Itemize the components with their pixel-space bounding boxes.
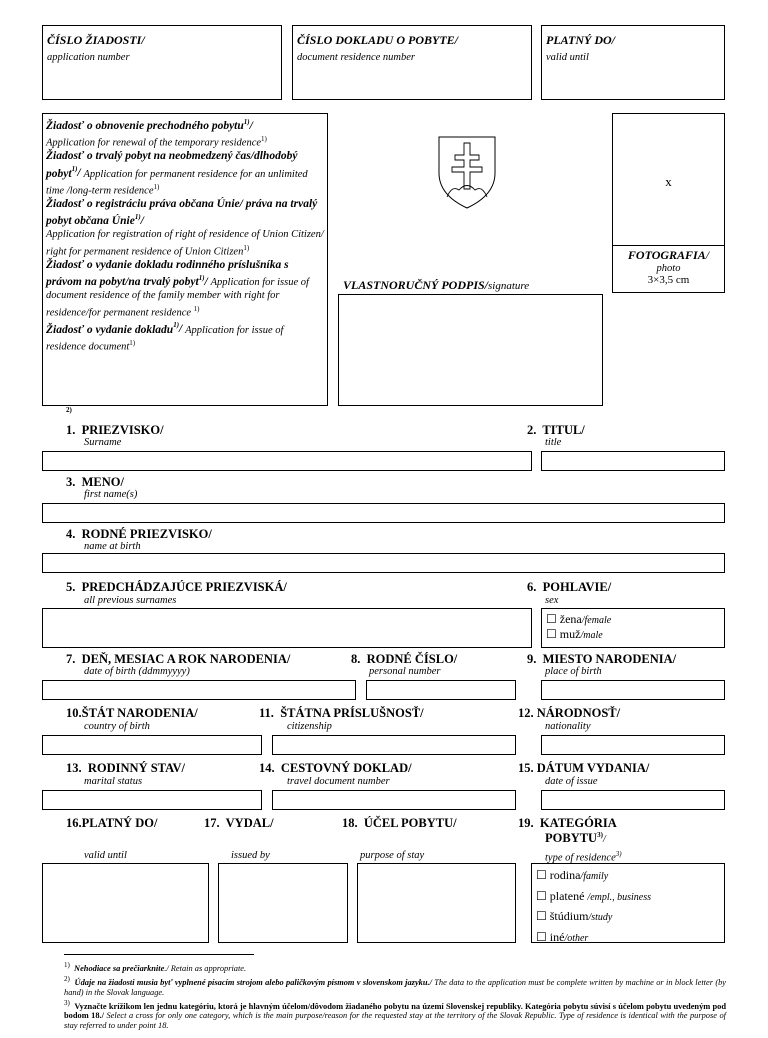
checkbox-icon[interactable]: ☐ [536,909,547,923]
signature-label: VLASTNORUČNÝ PODPIS/signature [343,278,530,292]
application-type-residence-document[interactable]: Žiadosť o vydanie dokladu$^{1)}$/ Application for issue of residence document$^{1)}$ [46,321,284,353]
field-11-label: 11. ŠTÁTNA PRÍSLUŠNOSŤ/ [259,706,424,720]
application-number-subtitle: application number [47,52,130,63]
field-4-label: 4. RODNÉ PRIEZVISKO/ [66,527,212,541]
field-9-sublabel: place of birth [545,666,602,677]
field-2-label: 2. TITUL/ [527,423,585,437]
field-2-sublabel: title [545,437,562,448]
application-number-title: ČÍSLO ŽIADOSTI/ [47,33,145,47]
checkbox-icon[interactable]: ☐ [546,612,557,626]
photo-subtitle: photo [656,263,681,274]
field-4-sublabel: name at birth [84,541,141,552]
valid-until-input[interactable] [42,863,209,943]
field-11-sublabel: citizenship [287,721,332,732]
residence-option-family[interactable]: ☐ rodina/family [536,868,609,882]
footnotes [64,960,726,1031]
application-type-family-member[interactable]: Žiadosť o vydanie dokladu rodinného príslušníka s právom na pobyt/na trvalý pobyt$^{1)}$/ Application for issue of document residence of the family member with right for residence/for permanent residence $^{1)}$ [46,258,309,319]
footnote-marker-2: 2) [66,406,72,414]
field-3-sublabel: first name(s) [84,489,138,500]
application-type-permanent[interactable]: Žiadosť o trvalý pobyt na neobmedzený čas/dlhodobý pobyt$^{1)}$/ Application for permanent residence for an unlimited time /long-term residence$^{1)}$ [46,150,308,197]
field-15-label: 15. DÁTUM VYDANIA/ [518,761,650,775]
valid-until-box[interactable] [541,25,725,100]
application-type-union-citizen[interactable]: Žiadosť o registráciu práva občana Únie/ práva na trvalý pobyt občana Únie$^{1)}$/ Application for registration of right of residence of Union Citizen/ right for permanent residence of Union Citizen$^{1)}$ [46,197,324,258]
field-17-sublabel: issued by [231,850,270,861]
field-5-sublabel: all previous surnames [84,595,177,606]
issued-by-input[interactable] [218,863,348,943]
field-10-sublabel: country of birth [84,721,150,732]
sex-option-male[interactable]: ☐ muž/male [546,627,603,641]
field-13-label: 13. RODINNÝ STAV/ [66,761,186,775]
field-8-sublabel: personal number [369,666,441,677]
sex-box [541,608,725,648]
purpose-of-stay-input[interactable] [357,863,516,943]
signature-box[interactable] [338,294,603,406]
footnote-3: $^{3)}$ Vyznačte krížikom len jednu kategóriu, ktorá je hlavným účelom/dôvodom žiadaného pobytu na území Slovenskej republiky. Kategória pobytu súvisí s účelom pobytu uvedeným pod bodom 18./ Select a cross for only one category, which is the main purpose/reason for the requested stay at the territory of the Slovak Republic. Type of residence is identical with the purpose of stay referred to under point 18. [64,998,727,1031]
country-of-birth-input[interactable] [42,735,262,755]
name-at-birth-input[interactable] [42,553,725,573]
photo-placeholder-mark: x [665,174,672,189]
residence-type-box [531,863,725,943]
marital-status-input[interactable] [42,790,262,810]
nationality-input[interactable] [541,735,725,755]
field-18-sublabel: purpose of stay [360,850,425,861]
date-of-issue-input[interactable] [541,790,725,810]
field-8-label: 8. RODNÉ ČÍSLO/ [351,652,458,666]
checkbox-icon[interactable]: ☐ [536,868,547,882]
field-14-sublabel: travel document number [287,776,390,787]
field-15-sublabel: date of issue [545,776,598,787]
residence-option-study[interactable]: ☐ štúdium/study [536,909,613,923]
coat-of-arms-icon [437,135,497,210]
field-1-label: 1. PRIEZVISKO/ [66,423,164,437]
valid-until-subtitle: valid until [546,52,589,63]
footnote-1: $^{1)}$ Nehodiace sa prečiarknite./ Retain as appropriate. [64,961,247,973]
field-13-sublabel: marital status [84,776,143,787]
document-number-title: ČÍSLO DOKLADU O POBYTE/ [297,33,459,47]
field-12-label: 12. NÁRODNOSŤ/ [518,706,621,720]
field-14-label: 14. CESTOVNÝ DOKLAD/ [259,761,412,775]
photo-box[interactable] [612,113,725,246]
personal-number-input[interactable] [366,680,516,700]
footnote-2: $^{2)}$ Údaje na žiadosti musia byť vyplnené písacím strojom alebo paličkovým písmom v slovenskom jazyku./ The data to the application must be complete written by machine or in block letter (by hand) in the Slovak language. [64,974,727,997]
field-16-label: 16.PLATNÝ DO/ [66,816,158,830]
checkbox-icon[interactable]: ☐ [536,929,547,944]
application-type-renewal[interactable]: Žiadosť o obnovenie prechodného pobytu$^{1)}$/ Application for renewal of the temporary residence$^{1)}$ [46,118,267,149]
checkbox-icon[interactable]: ☐ [536,888,547,903]
field-6-sublabel: sex [545,595,559,606]
field-7-sublabel: date of birth (ddmmyyyy) [84,666,190,677]
title-input[interactable] [541,451,725,471]
date-of-birth-input[interactable] [42,680,356,700]
field-7-label: 7. DEŇ, MESIAC A ROK NARODENIA/ [66,652,291,666]
residence-option-employment[interactable]: ☐ platené /empl., business [536,888,652,903]
checkbox-icon[interactable]: ☐ [546,627,557,641]
field-10-label: 10.ŠTÁT NARODENIA/ [66,706,198,720]
document-number-subtitle: document residence number [297,52,415,63]
application-number-box[interactable] [42,25,282,100]
field-19-label-line2: POBYTU$^{3)}$/ [545,831,606,846]
previous-surnames-input[interactable] [42,608,532,648]
field-9-label: 9. MIESTO NARODENIA/ [527,652,677,666]
field-19-label: 19. KATEGÓRIA [518,816,617,830]
travel-document-input[interactable] [272,790,516,810]
field-12-sublabel: nationality [545,721,591,732]
field-6-label: 6. POHLAVIE/ [527,580,612,594]
field-3-label: 3. MENO/ [66,475,124,489]
photo-title: FOTOGRAFIA [627,248,706,262]
photo-size: 3×3,5 cm [647,274,690,286]
field-18-label: 18. ÚČEL POBYTU/ [342,816,457,830]
place-of-birth-input[interactable] [541,680,725,700]
application-types-box[interactable] [42,113,328,406]
field-19-sublabel: type of residence$^{3)}$ [545,850,622,864]
document-number-box[interactable] [292,25,532,100]
sex-option-female[interactable]: ☐ žena/female [546,612,612,626]
field-1-sublabel: Surname [84,437,122,448]
valid-until-title: PLATNÝ DO/ [546,33,615,47]
field-17-label: 17. VYDAL/ [204,816,274,830]
surname-input[interactable] [42,451,532,471]
field-16-sublabel: valid until [84,850,127,861]
field-5-label: 5. PREDCHÁDZAJÚCE PRIEZVISKÁ/ [66,580,287,594]
first-name-input[interactable] [42,503,725,523]
photo-caption-box: FOTOGRAFIA/ photo 3×3,5 cm [612,245,725,293]
residence-option-other[interactable]: ☐ iné/other [536,929,589,944]
citizenship-input[interactable] [272,735,516,755]
footnote-divider [64,954,254,955]
